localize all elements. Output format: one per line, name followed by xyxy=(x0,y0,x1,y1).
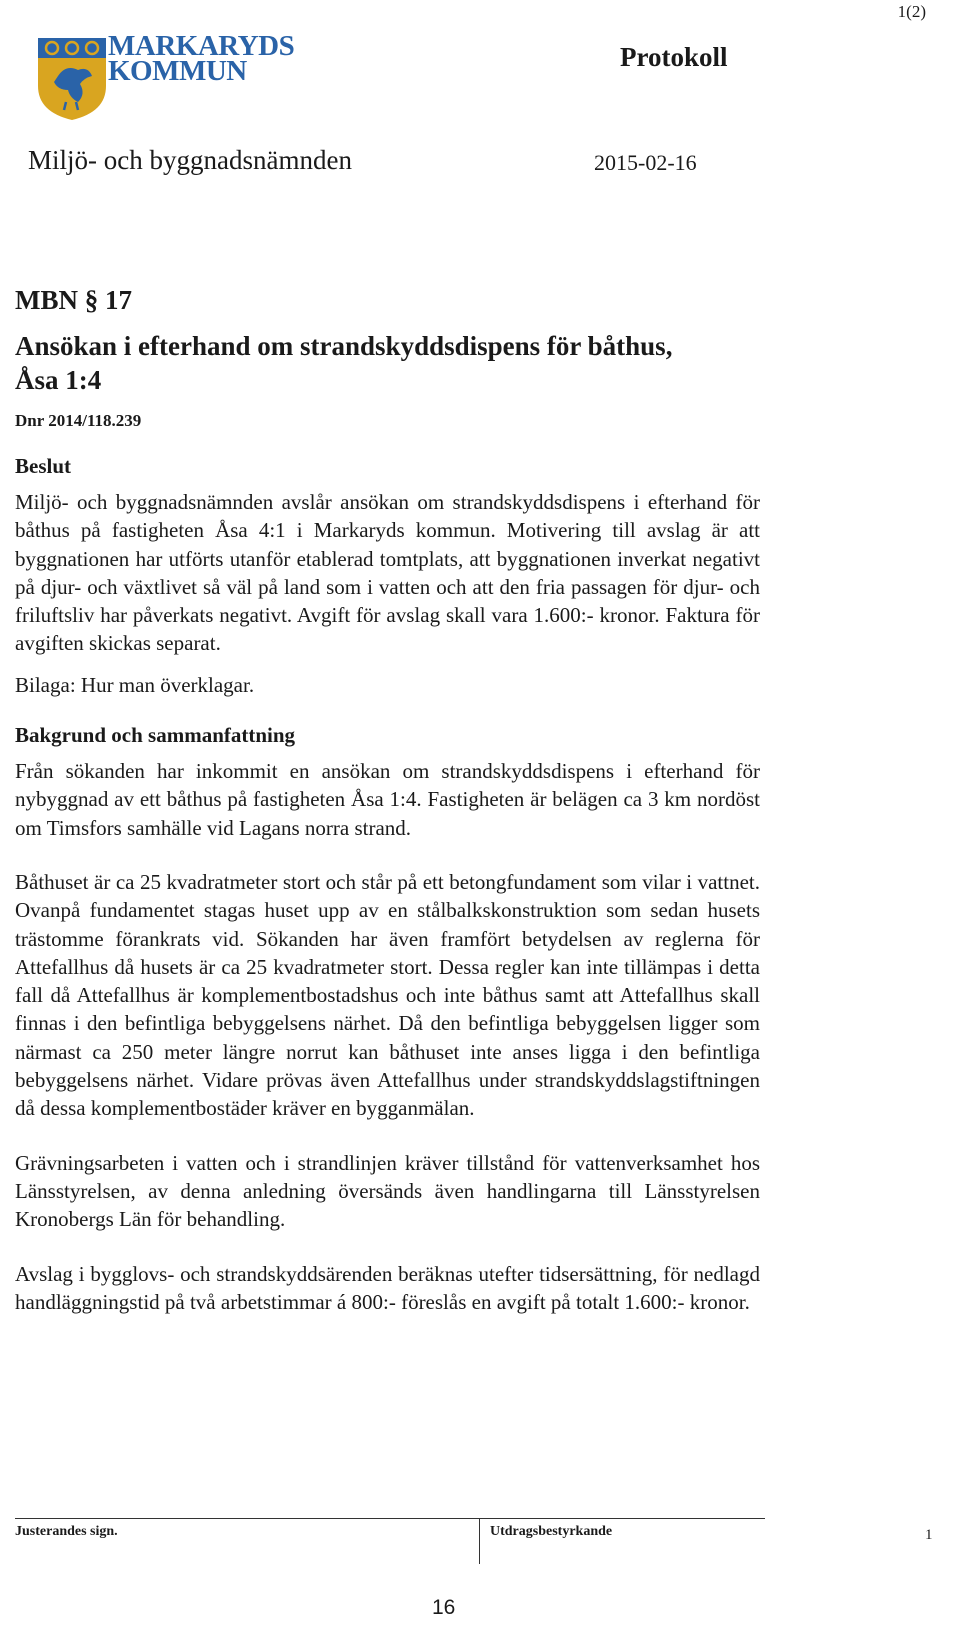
logo-line-2: KOMMUN xyxy=(108,55,247,87)
footer-sign-label: Justerandes sign. xyxy=(15,1524,118,1539)
attachment-note: Bilaga: Hur man överklagar. xyxy=(15,672,255,697)
background-paragraph-4: Avslag i bygglovs- och strandskyddsärenden beräknas utefter tidsersättning, för nedlagd handläggningstid på två arbetstimmar á 800:- föreslås en avgift på totalt 1.600:- kronor. xyxy=(15,1261,760,1314)
footer-page-number: 1 xyxy=(925,1527,933,1543)
case-number: MBN § 17 xyxy=(15,285,132,315)
background-paragraph-2: Båthuset är ca 25 kvadratmeter stort och står på ett betongfundament som vilar i vattnet. Ovanpå fundamentet stagas huset upp av en stålbalkskonstruktion som sedan husets trästomme förankrats vid. Sökanden har även framfört betydelsen av reglerna för Attefallhus då husets är ca 25 kvadratmeter stort. Dessa regler kan inte tillämpas i detta fall då Attefallhus är komplementbostadshus och inte båthus samt att Attefallhus skall finnas i den befintliga bebyggelsens närhet. Då den befintliga bebyggelsen ligger som närmast ca 250 meter längre norrut kan båthuset inte anses ligga i den befintliga bebyggelsens närhet. Vidare prövas även Attefallhus under strandskyddslagstiftningen då dessa komplementbostäder kräver en bygganmälan. xyxy=(15,869,760,1121)
document-date: 2015-02-16 xyxy=(594,150,697,175)
case-title-line-2: Åsa 1:4 xyxy=(15,365,102,395)
decision-text: Miljö- och byggnadsnämnden avslår ansökan om strandskyddsdispens i efterhand för båthus på fastigheten Åsa 4:1 i Markaryds kommun. Motivering till avslag är att byggnationen har utförts utanför etablerad tomtplats, att byggnationen inverkat negativt på djur- och växtlivet så väl på land som i vatten och att den fria passagen för djur- och friluftsliv har påverkats negativt. Avgift för avslag skall vara 1.600:- kronor. Faktura för avgiften skickas separat. xyxy=(15,490,760,656)
footer-extract-label: Utdragsbestyrkande xyxy=(490,1524,613,1539)
background-paragraph-1: Från sökanden har inkommit en ansökan om strandskyddsdispens i efterhand för nybyggnad av ett båthus på fastigheten Åsa 1:4. Fastigheten är belägen ca 3 km nordöst om Timsfors samhälle vid Lagans norra strand. xyxy=(15,759,760,840)
page-indicator: 1(2) xyxy=(897,2,926,21)
footer-vertical-divider xyxy=(479,1518,480,1564)
background-paragraph-3: Grävningsarbeten i vatten och i strandlinjen kräver tillstånd för vattenverksamhet hos Länsstyrelsen, av denna anledning översänds även handlingarna till Länsstyrelsen Kronobergs Län för behandling. xyxy=(15,1150,760,1232)
committee-name: Miljö- och byggnadsnämnden xyxy=(28,145,352,175)
footer-divider xyxy=(15,1518,765,1519)
case-title-line-1: Ansökan i efterhand om strandskyddsdispens för båthus, xyxy=(15,331,673,361)
case-title xyxy=(15,329,760,397)
main-content xyxy=(15,284,760,1316)
background-heading: Bakgrund och sammanfattning xyxy=(15,723,296,748)
coat-of-arms-logo xyxy=(36,36,108,122)
logo-line-1: MARKARYDS xyxy=(108,30,295,62)
document-type: Protokoll xyxy=(620,42,728,72)
diary-number: Dnr 2014/118.239 xyxy=(15,411,142,430)
decision-heading: Beslut xyxy=(15,454,72,478)
bottom-page-number: 16 xyxy=(432,1596,456,1619)
logo-wordmark xyxy=(108,30,295,87)
